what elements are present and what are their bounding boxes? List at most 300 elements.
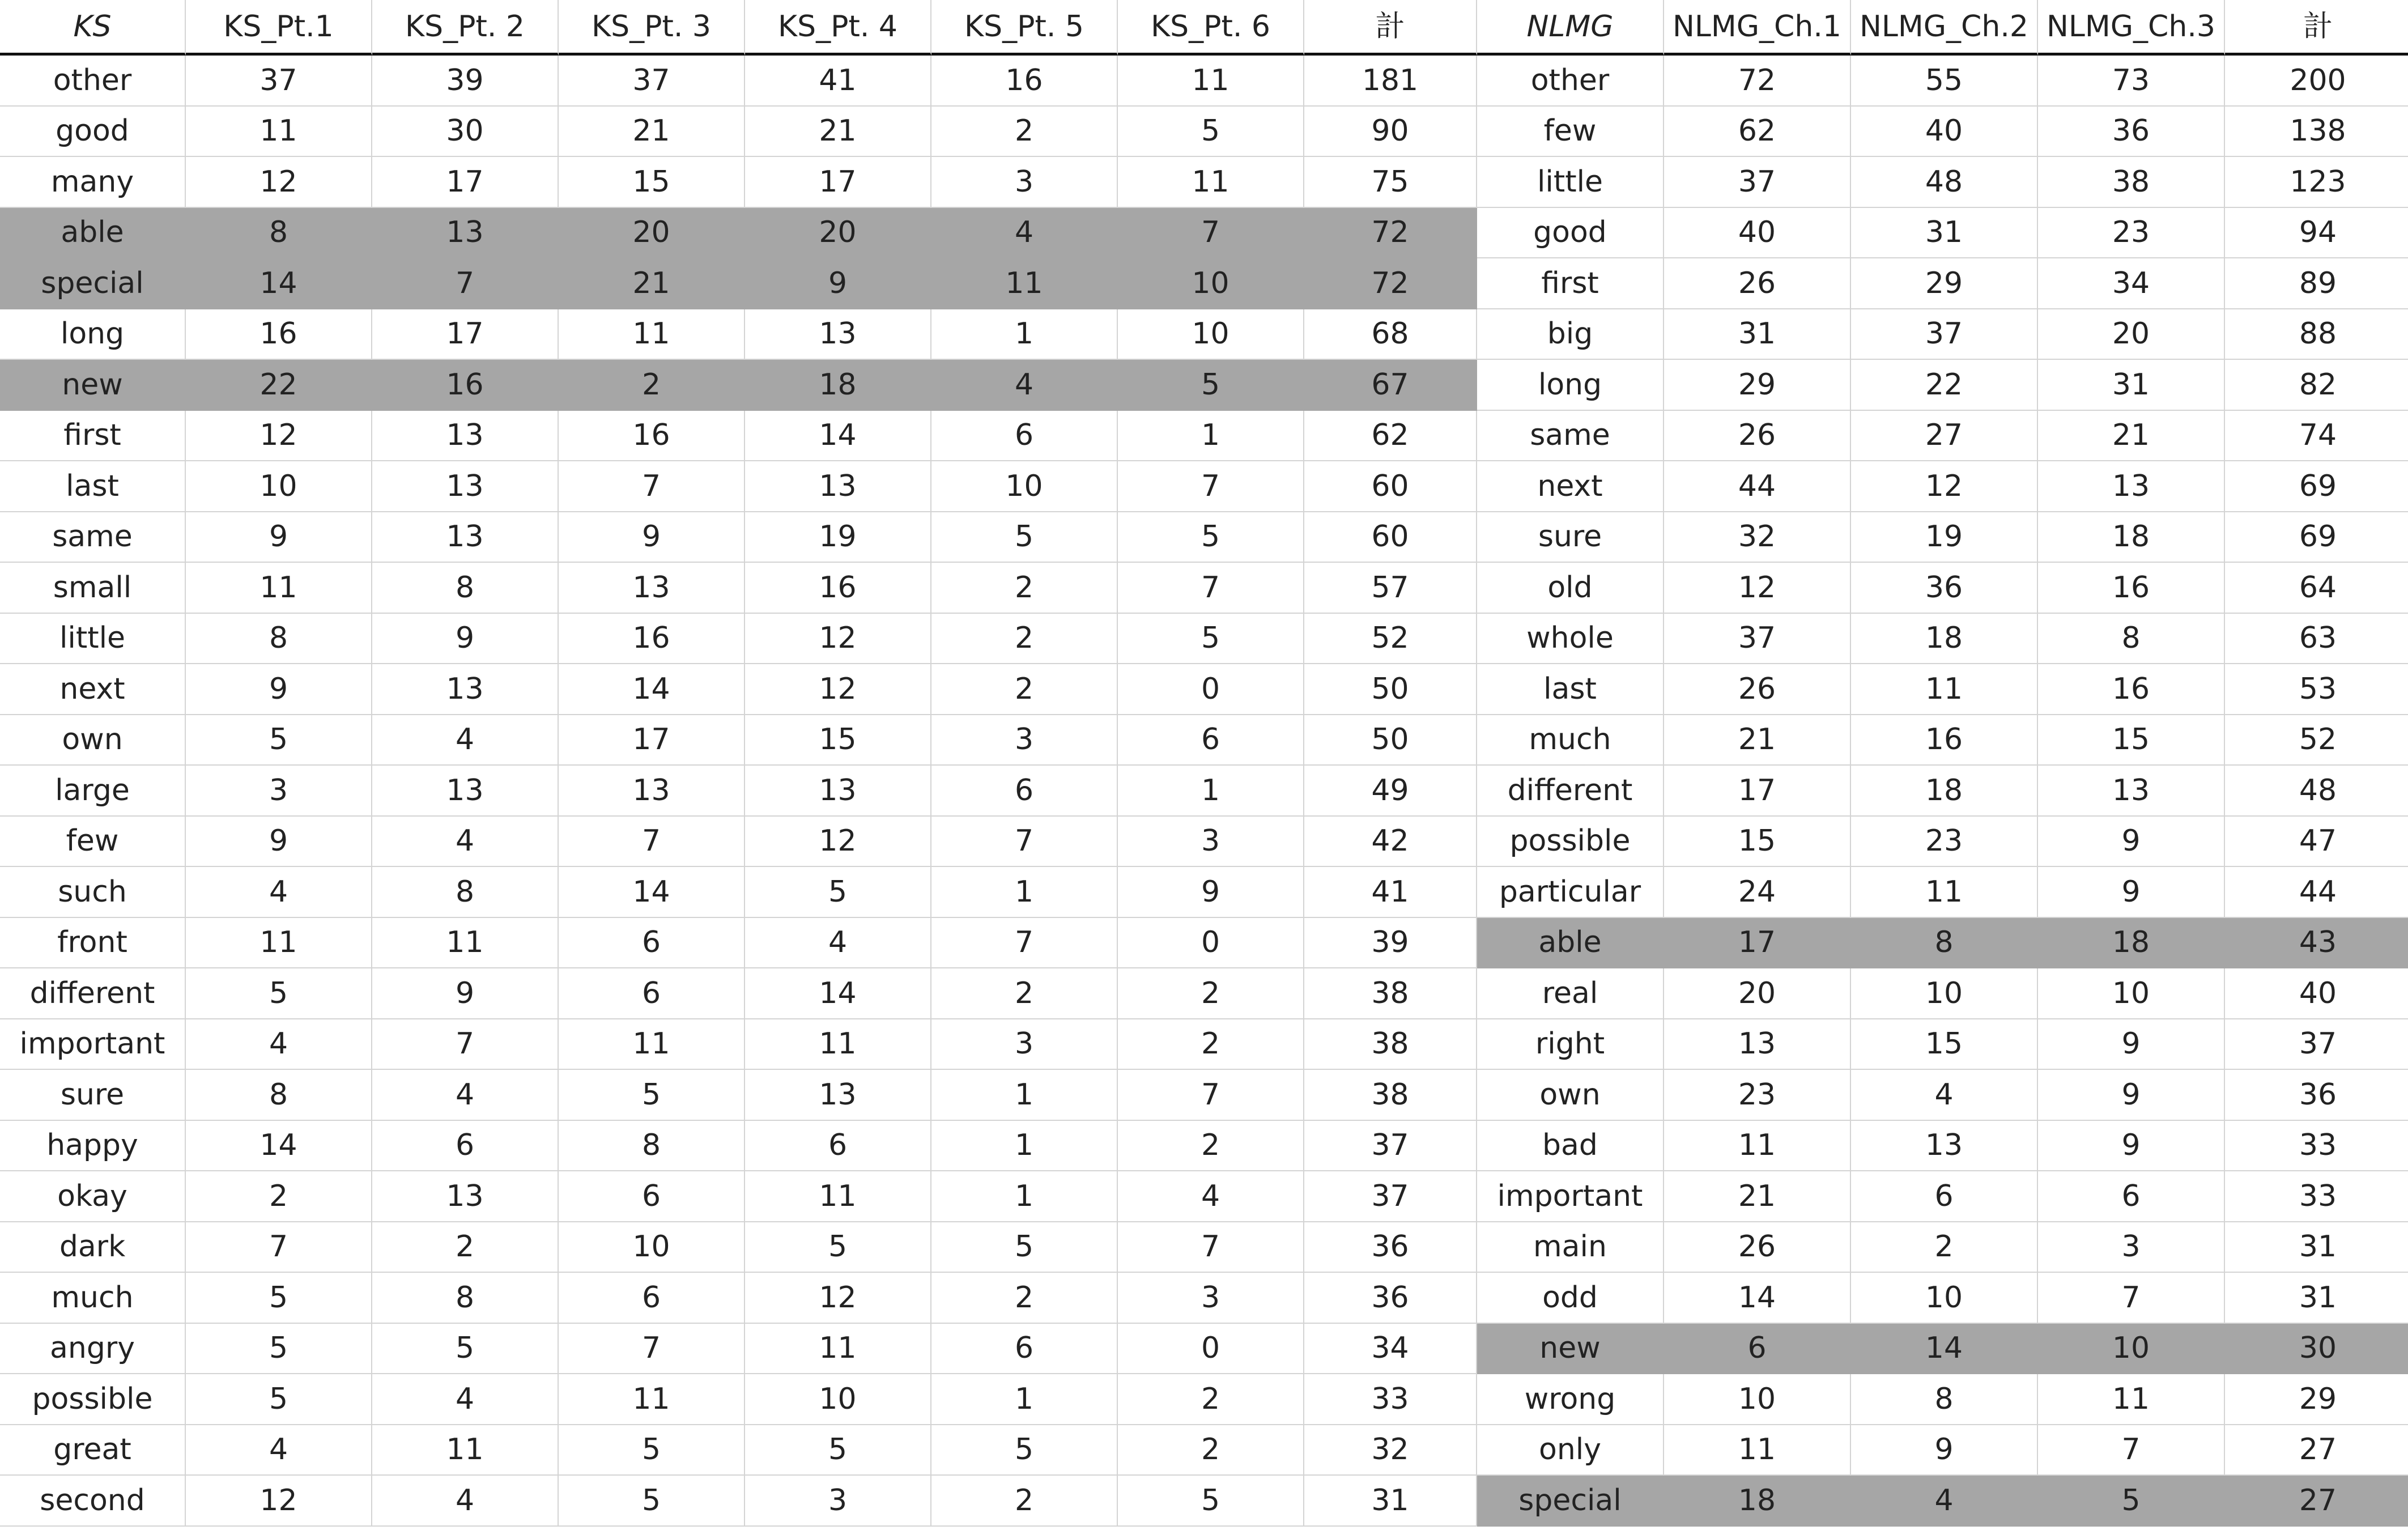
ks-count-cell[interactable]: 17 (372, 309, 559, 360)
nlmg-count-cell[interactable]: 17 (1664, 918, 1851, 969)
ks-word-cell[interactable]: dark (0, 1222, 186, 1273)
nlmg-count-cell[interactable]: 27 (2225, 1476, 2408, 1527)
nlmg-count-cell[interactable]: 9 (2038, 1070, 2225, 1121)
nlmg-word-cell[interactable]: main (1477, 1222, 1664, 1273)
ks-count-cell[interactable]: 4 (186, 1425, 372, 1476)
nlmg-count-cell[interactable]: 7 (2038, 1425, 2225, 1476)
nlmg-column-header[interactable]: 計 (2225, 0, 2408, 56)
ks-count-cell[interactable]: 4 (372, 1374, 559, 1425)
nlmg-word-cell[interactable]: same (1477, 411, 1664, 462)
ks-count-cell[interactable]: 11 (186, 563, 372, 614)
ks-word-cell[interactable]: good (0, 107, 186, 158)
ks-count-cell[interactable]: 10 (186, 461, 372, 512)
ks-count-cell[interactable]: 4 (372, 715, 559, 766)
nlmg-word-cell[interactable]: right (1477, 1019, 1664, 1070)
nlmg-word-cell[interactable]: own (1477, 1070, 1664, 1121)
ks-word-cell[interactable]: okay (0, 1171, 186, 1222)
ks-count-cell[interactable]: 38 (1304, 968, 1477, 1019)
ks-word-cell[interactable]: small (0, 563, 186, 614)
nlmg-word-cell[interactable]: few (1477, 107, 1664, 158)
nlmg-word-cell[interactable]: little (1477, 157, 1664, 208)
ks-count-cell[interactable]: 50 (1304, 664, 1477, 715)
ks-count-cell[interactable]: 9 (559, 512, 745, 563)
ks-count-cell[interactable]: 6 (745, 1121, 931, 1172)
ks-word-cell[interactable]: same (0, 512, 186, 563)
ks-count-cell[interactable]: 11 (931, 258, 1118, 309)
nlmg-word-cell[interactable]: wrong (1477, 1374, 1664, 1425)
ks-column-header[interactable]: KS_Pt. 2 (372, 0, 559, 56)
ks-count-cell[interactable]: 14 (745, 411, 931, 462)
nlmg-word-cell[interactable]: able (1477, 918, 1664, 969)
nlmg-count-cell[interactable]: 18 (1664, 1476, 1851, 1527)
nlmg-count-cell[interactable]: 27 (2225, 1425, 2408, 1476)
ks-count-cell[interactable]: 62 (1304, 411, 1477, 462)
ks-count-cell[interactable]: 12 (186, 411, 372, 462)
ks-word-cell[interactable]: other (0, 56, 186, 107)
ks-count-cell[interactable]: 7 (1118, 1222, 1304, 1273)
ks-count-cell[interactable]: 181 (1304, 56, 1477, 107)
ks-count-cell[interactable]: 16 (931, 56, 1118, 107)
ks-word-cell[interactable]: few (0, 817, 186, 868)
ks-count-cell[interactable]: 8 (186, 614, 372, 665)
ks-count-cell[interactable]: 4 (1118, 1171, 1304, 1222)
ks-word-cell[interactable]: front (0, 918, 186, 969)
ks-count-cell[interactable]: 11 (559, 309, 745, 360)
ks-count-cell[interactable]: 0 (1118, 1324, 1304, 1375)
ks-count-cell[interactable]: 2 (1118, 1374, 1304, 1425)
nlmg-count-cell[interactable]: 10 (1664, 1374, 1851, 1425)
ks-count-cell[interactable]: 49 (1304, 766, 1477, 817)
nlmg-count-cell[interactable]: 52 (2225, 715, 2408, 766)
nlmg-count-cell[interactable]: 16 (2038, 563, 2225, 614)
ks-count-cell[interactable]: 7 (1118, 208, 1304, 259)
ks-count-cell[interactable]: 5 (1118, 512, 1304, 563)
nlmg-count-cell[interactable]: 7 (2038, 1273, 2225, 1324)
nlmg-count-cell[interactable]: 40 (1664, 208, 1851, 259)
ks-count-cell[interactable]: 12 (745, 614, 931, 665)
nlmg-count-cell[interactable]: 38 (2038, 157, 2225, 208)
ks-count-cell[interactable]: 8 (186, 1070, 372, 1121)
nlmg-count-cell[interactable]: 9 (1851, 1425, 2038, 1476)
ks-count-cell[interactable]: 1 (931, 1171, 1118, 1222)
nlmg-word-cell[interactable]: important (1477, 1171, 1664, 1222)
ks-count-cell[interactable]: 10 (559, 1222, 745, 1273)
ks-count-cell[interactable]: 11 (1118, 56, 1304, 107)
ks-count-cell[interactable]: 4 (186, 1019, 372, 1070)
ks-count-cell[interactable]: 5 (745, 867, 931, 918)
ks-column-header[interactable]: KS_Pt. 3 (559, 0, 745, 56)
ks-count-cell[interactable]: 11 (186, 918, 372, 969)
ks-count-cell[interactable]: 41 (1304, 867, 1477, 918)
ks-count-cell[interactable]: 13 (745, 309, 931, 360)
nlmg-count-cell[interactable]: 13 (1664, 1019, 1851, 1070)
ks-count-cell[interactable]: 1 (1118, 766, 1304, 817)
ks-count-cell[interactable]: 1 (931, 309, 1118, 360)
nlmg-word-cell[interactable]: old (1477, 563, 1664, 614)
nlmg-word-cell[interactable]: sure (1477, 512, 1664, 563)
ks-count-cell[interactable]: 4 (745, 918, 931, 969)
ks-count-cell[interactable]: 5 (186, 1273, 372, 1324)
ks-count-cell[interactable]: 7 (931, 918, 1118, 969)
ks-count-cell[interactable]: 1 (1118, 411, 1304, 462)
ks-count-cell[interactable]: 2 (931, 563, 1118, 614)
ks-count-cell[interactable]: 2 (1118, 968, 1304, 1019)
ks-count-cell[interactable]: 7 (372, 258, 559, 309)
ks-count-cell[interactable]: 14 (559, 664, 745, 715)
nlmg-word-cell[interactable]: whole (1477, 614, 1664, 665)
nlmg-count-cell[interactable]: 5 (2038, 1476, 2225, 1527)
ks-count-cell[interactable]: 21 (559, 258, 745, 309)
nlmg-word-cell[interactable]: first (1477, 258, 1664, 309)
ks-count-cell[interactable]: 7 (559, 817, 745, 868)
ks-count-cell[interactable]: 2 (931, 664, 1118, 715)
ks-count-cell[interactable]: 5 (745, 1222, 931, 1273)
ks-count-cell[interactable]: 6 (559, 1273, 745, 1324)
ks-word-cell[interactable]: special (0, 258, 186, 309)
nlmg-count-cell[interactable]: 15 (2038, 715, 2225, 766)
ks-count-cell[interactable]: 57 (1304, 563, 1477, 614)
nlmg-count-cell[interactable]: 11 (1851, 867, 2038, 918)
ks-count-cell[interactable]: 7 (372, 1019, 559, 1070)
ks-count-cell[interactable]: 2 (931, 968, 1118, 1019)
ks-count-cell[interactable]: 5 (1118, 360, 1304, 411)
nlmg-word-cell[interactable]: only (1477, 1425, 1664, 1476)
ks-count-cell[interactable]: 16 (559, 614, 745, 665)
ks-count-cell[interactable]: 9 (186, 664, 372, 715)
ks-word-cell[interactable]: great (0, 1425, 186, 1476)
nlmg-count-cell[interactable]: 8 (2038, 614, 2225, 665)
ks-word-cell[interactable]: second (0, 1476, 186, 1527)
nlmg-count-cell[interactable]: 9 (2038, 817, 2225, 868)
nlmg-count-cell[interactable]: 43 (2225, 918, 2408, 969)
nlmg-count-cell[interactable]: 21 (2038, 411, 2225, 462)
ks-count-cell[interactable]: 42 (1304, 817, 1477, 868)
ks-count-cell[interactable]: 1 (931, 1070, 1118, 1121)
ks-word-cell[interactable]: different (0, 968, 186, 1019)
nlmg-count-cell[interactable]: 13 (1851, 1121, 2038, 1172)
ks-count-cell[interactable]: 6 (559, 968, 745, 1019)
ks-count-cell[interactable]: 17 (559, 715, 745, 766)
nlmg-count-cell[interactable]: 6 (2038, 1171, 2225, 1222)
ks-count-cell[interactable]: 31 (1304, 1476, 1477, 1527)
nlmg-count-cell[interactable]: 17 (1664, 766, 1851, 817)
ks-count-cell[interactable]: 16 (372, 360, 559, 411)
ks-count-cell[interactable]: 18 (745, 360, 931, 411)
nlmg-count-cell[interactable]: 10 (1851, 968, 2038, 1019)
ks-word-cell[interactable]: own (0, 715, 186, 766)
nlmg-count-cell[interactable]: 44 (2225, 867, 2408, 918)
nlmg-word-cell[interactable]: odd (1477, 1273, 1664, 1324)
nlmg-count-cell[interactable]: 6 (1851, 1171, 2038, 1222)
ks-count-cell[interactable]: 13 (372, 664, 559, 715)
ks-count-cell[interactable]: 50 (1304, 715, 1477, 766)
ks-count-cell[interactable]: 34 (1304, 1324, 1477, 1375)
nlmg-count-cell[interactable]: 89 (2225, 258, 2408, 309)
ks-count-cell[interactable]: 5 (186, 1324, 372, 1375)
nlmg-count-cell[interactable]: 31 (2038, 360, 2225, 411)
ks-count-cell[interactable]: 4 (372, 1070, 559, 1121)
nlmg-count-cell[interactable]: 26 (1664, 258, 1851, 309)
nlmg-count-cell[interactable]: 18 (2038, 918, 2225, 969)
nlmg-count-cell[interactable]: 6 (1664, 1324, 1851, 1375)
ks-word-cell[interactable]: last (0, 461, 186, 512)
nlmg-count-cell[interactable]: 27 (1851, 411, 2038, 462)
nlmg-count-cell[interactable]: 15 (1664, 817, 1851, 868)
ks-count-cell[interactable]: 2 (931, 107, 1118, 158)
ks-corner-header[interactable]: KS (0, 0, 186, 56)
ks-column-header[interactable]: KS_Pt. 4 (745, 0, 931, 56)
ks-count-cell[interactable]: 3 (931, 1019, 1118, 1070)
ks-count-cell[interactable]: 4 (186, 867, 372, 918)
ks-count-cell[interactable]: 12 (745, 1273, 931, 1324)
nlmg-count-cell[interactable]: 13 (2038, 461, 2225, 512)
ks-count-cell[interactable]: 14 (559, 867, 745, 918)
ks-count-cell[interactable]: 14 (745, 968, 931, 1019)
ks-count-cell[interactable]: 9 (372, 614, 559, 665)
nlmg-count-cell[interactable]: 31 (1851, 208, 2038, 259)
ks-count-cell[interactable]: 67 (1304, 360, 1477, 411)
nlmg-count-cell[interactable]: 4 (1851, 1070, 2038, 1121)
nlmg-word-cell[interactable]: much (1477, 715, 1664, 766)
ks-count-cell[interactable]: 17 (745, 157, 931, 208)
ks-count-cell[interactable]: 12 (186, 157, 372, 208)
ks-count-cell[interactable]: 37 (1304, 1171, 1477, 1222)
nlmg-word-cell[interactable]: bad (1477, 1121, 1664, 1172)
ks-count-cell[interactable]: 6 (931, 411, 1118, 462)
nlmg-count-cell[interactable]: 10 (2038, 1324, 2225, 1375)
nlmg-count-cell[interactable]: 37 (1664, 614, 1851, 665)
ks-count-cell[interactable]: 8 (559, 1121, 745, 1172)
ks-word-cell[interactable]: able (0, 208, 186, 259)
ks-count-cell[interactable]: 1 (931, 867, 1118, 918)
ks-count-cell[interactable]: 13 (372, 461, 559, 512)
ks-count-cell[interactable]: 8 (186, 208, 372, 259)
nlmg-count-cell[interactable]: 26 (1664, 664, 1851, 715)
ks-count-cell[interactable]: 7 (1118, 563, 1304, 614)
ks-count-cell[interactable]: 12 (186, 1476, 372, 1527)
ks-count-cell[interactable]: 72 (1304, 258, 1477, 309)
ks-count-cell[interactable]: 16 (559, 411, 745, 462)
ks-count-cell[interactable]: 60 (1304, 461, 1477, 512)
ks-count-cell[interactable]: 3 (931, 157, 1118, 208)
nlmg-count-cell[interactable]: 12 (1664, 563, 1851, 614)
ks-count-cell[interactable]: 60 (1304, 512, 1477, 563)
nlmg-count-cell[interactable]: 36 (2038, 107, 2225, 158)
nlmg-count-cell[interactable]: 13 (2038, 766, 2225, 817)
ks-count-cell[interactable]: 0 (1118, 664, 1304, 715)
ks-count-cell[interactable]: 13 (559, 766, 745, 817)
nlmg-word-cell[interactable]: new (1477, 1324, 1664, 1375)
nlmg-count-cell[interactable]: 10 (2038, 968, 2225, 1019)
nlmg-count-cell[interactable]: 26 (1664, 1222, 1851, 1273)
ks-count-cell[interactable]: 11 (372, 918, 559, 969)
nlmg-column-header[interactable]: NLMG_Ch.3 (2038, 0, 2225, 56)
ks-count-cell[interactable]: 38 (1304, 1070, 1477, 1121)
nlmg-word-cell[interactable]: other (1477, 56, 1664, 107)
nlmg-count-cell[interactable]: 138 (2225, 107, 2408, 158)
ks-count-cell[interactable]: 16 (186, 309, 372, 360)
ks-word-cell[interactable]: large (0, 766, 186, 817)
nlmg-count-cell[interactable]: 14 (1851, 1324, 2038, 1375)
ks-count-cell[interactable]: 8 (372, 1273, 559, 1324)
ks-count-cell[interactable]: 36 (1304, 1222, 1477, 1273)
ks-word-cell[interactable]: much (0, 1273, 186, 1324)
ks-count-cell[interactable]: 10 (1118, 258, 1304, 309)
nlmg-count-cell[interactable]: 37 (1664, 157, 1851, 208)
nlmg-count-cell[interactable]: 29 (1664, 360, 1851, 411)
ks-count-cell[interactable]: 4 (372, 817, 559, 868)
ks-count-cell[interactable]: 13 (559, 563, 745, 614)
nlmg-count-cell[interactable]: 8 (1851, 1374, 2038, 1425)
ks-count-cell[interactable]: 6 (372, 1121, 559, 1172)
nlmg-word-cell[interactable]: special (1477, 1476, 1664, 1527)
nlmg-count-cell[interactable]: 40 (2225, 968, 2408, 1019)
ks-count-cell[interactable]: 32 (1304, 1425, 1477, 1476)
ks-count-cell[interactable]: 41 (745, 56, 931, 107)
ks-count-cell[interactable]: 7 (186, 1222, 372, 1273)
ks-count-cell[interactable]: 9 (1118, 867, 1304, 918)
nlmg-count-cell[interactable]: 2 (1851, 1222, 2038, 1273)
nlmg-word-cell[interactable]: different (1477, 766, 1664, 817)
ks-word-cell[interactable]: many (0, 157, 186, 208)
ks-count-cell[interactable]: 13 (745, 461, 931, 512)
nlmg-count-cell[interactable]: 72 (1664, 56, 1851, 107)
ks-count-cell[interactable]: 22 (186, 360, 372, 411)
nlmg-count-cell[interactable]: 11 (1664, 1121, 1851, 1172)
nlmg-count-cell[interactable]: 37 (1851, 309, 2038, 360)
nlmg-count-cell[interactable]: 37 (2225, 1019, 2408, 1070)
ks-count-cell[interactable]: 3 (1118, 817, 1304, 868)
nlmg-count-cell[interactable]: 200 (2225, 56, 2408, 107)
ks-count-cell[interactable]: 4 (931, 360, 1118, 411)
ks-count-cell[interactable]: 36 (1304, 1273, 1477, 1324)
ks-count-cell[interactable]: 11 (745, 1171, 931, 1222)
ks-count-cell[interactable]: 6 (931, 1324, 1118, 1375)
ks-column-header[interactable]: 計 (1304, 0, 1477, 56)
ks-count-cell[interactable]: 2 (931, 1476, 1118, 1527)
nlmg-word-cell[interactable]: real (1477, 968, 1664, 1019)
ks-count-cell[interactable]: 2 (559, 360, 745, 411)
ks-count-cell[interactable]: 30 (372, 107, 559, 158)
nlmg-count-cell[interactable]: 82 (2225, 360, 2408, 411)
ks-count-cell[interactable]: 52 (1304, 614, 1477, 665)
nlmg-count-cell[interactable]: 69 (2225, 461, 2408, 512)
ks-count-cell[interactable]: 10 (745, 1374, 931, 1425)
ks-count-cell[interactable]: 15 (745, 715, 931, 766)
nlmg-count-cell[interactable]: 24 (1664, 867, 1851, 918)
ks-word-cell[interactable]: important (0, 1019, 186, 1070)
nlmg-count-cell[interactable]: 9 (2038, 1121, 2225, 1172)
ks-word-cell[interactable]: sure (0, 1070, 186, 1121)
nlmg-count-cell[interactable]: 47 (2225, 817, 2408, 868)
ks-count-cell[interactable]: 3 (186, 766, 372, 817)
ks-count-cell[interactable]: 13 (372, 411, 559, 462)
ks-count-cell[interactable]: 9 (186, 817, 372, 868)
ks-count-cell[interactable]: 8 (372, 867, 559, 918)
ks-count-cell[interactable]: 3 (931, 715, 1118, 766)
ks-count-cell[interactable]: 6 (559, 1171, 745, 1222)
nlmg-count-cell[interactable]: 32 (1664, 512, 1851, 563)
nlmg-count-cell[interactable]: 10 (1851, 1273, 2038, 1324)
ks-count-cell[interactable]: 5 (1118, 1476, 1304, 1527)
ks-count-cell[interactable]: 14 (186, 1121, 372, 1172)
nlmg-count-cell[interactable]: 21 (1664, 1171, 1851, 1222)
nlmg-count-cell[interactable]: 73 (2038, 56, 2225, 107)
nlmg-count-cell[interactable]: 48 (1851, 157, 2038, 208)
ks-count-cell[interactable]: 20 (745, 208, 931, 259)
ks-count-cell[interactable]: 75 (1304, 157, 1477, 208)
ks-word-cell[interactable]: first (0, 411, 186, 462)
ks-count-cell[interactable]: 10 (931, 461, 1118, 512)
ks-count-cell[interactable]: 9 (372, 968, 559, 1019)
nlmg-count-cell[interactable]: 36 (1851, 563, 2038, 614)
nlmg-word-cell[interactable]: last (1477, 664, 1664, 715)
ks-count-cell[interactable]: 5 (559, 1476, 745, 1527)
ks-count-cell[interactable]: 2 (931, 614, 1118, 665)
nlmg-word-cell[interactable]: big (1477, 309, 1664, 360)
nlmg-count-cell[interactable]: 4 (1851, 1476, 2038, 1527)
nlmg-count-cell[interactable]: 18 (2038, 512, 2225, 563)
ks-word-cell[interactable]: angry (0, 1324, 186, 1375)
ks-word-cell[interactable]: possible (0, 1374, 186, 1425)
nlmg-count-cell[interactable]: 30 (2225, 1324, 2408, 1375)
ks-word-cell[interactable]: happy (0, 1121, 186, 1172)
ks-count-cell[interactable]: 0 (1118, 918, 1304, 969)
ks-count-cell[interactable]: 2 (186, 1171, 372, 1222)
ks-count-cell[interactable]: 11 (372, 1425, 559, 1476)
nlmg-count-cell[interactable]: 9 (2038, 867, 2225, 918)
nlmg-count-cell[interactable]: 62 (1664, 107, 1851, 158)
ks-count-cell[interactable]: 39 (1304, 918, 1477, 969)
ks-count-cell[interactable]: 3 (1118, 1273, 1304, 1324)
ks-count-cell[interactable]: 5 (745, 1425, 931, 1476)
ks-count-cell[interactable]: 2 (372, 1222, 559, 1273)
nlmg-count-cell[interactable]: 18 (1851, 766, 2038, 817)
nlmg-word-cell[interactable]: possible (1477, 817, 1664, 868)
nlmg-count-cell[interactable]: 19 (1851, 512, 2038, 563)
nlmg-corner-header[interactable]: NLMG (1477, 0, 1664, 56)
ks-count-cell[interactable]: 14 (186, 258, 372, 309)
ks-count-cell[interactable]: 5 (931, 1222, 1118, 1273)
nlmg-count-cell[interactable]: 8 (1851, 918, 2038, 969)
nlmg-count-cell[interactable]: 20 (2038, 309, 2225, 360)
ks-count-cell[interactable]: 21 (559, 107, 745, 158)
ks-count-cell[interactable]: 9 (186, 512, 372, 563)
ks-count-cell[interactable]: 5 (372, 1324, 559, 1375)
nlmg-count-cell[interactable]: 44 (1664, 461, 1851, 512)
nlmg-count-cell[interactable]: 29 (1851, 258, 2038, 309)
nlmg-count-cell[interactable]: 16 (1851, 715, 2038, 766)
nlmg-count-cell[interactable]: 14 (1664, 1273, 1851, 1324)
nlmg-count-cell[interactable]: 94 (2225, 208, 2408, 259)
ks-count-cell[interactable]: 2 (1118, 1121, 1304, 1172)
nlmg-count-cell[interactable]: 21 (1664, 715, 1851, 766)
ks-count-cell[interactable]: 5 (931, 1425, 1118, 1476)
ks-column-header[interactable]: KS_Pt. 5 (931, 0, 1118, 56)
ks-count-cell[interactable]: 4 (931, 208, 1118, 259)
ks-count-cell[interactable]: 11 (1118, 157, 1304, 208)
ks-count-cell[interactable]: 39 (372, 56, 559, 107)
ks-count-cell[interactable]: 13 (372, 512, 559, 563)
nlmg-count-cell[interactable]: 31 (2225, 1273, 2408, 1324)
ks-count-cell[interactable]: 68 (1304, 309, 1477, 360)
ks-count-cell[interactable]: 8 (372, 563, 559, 614)
ks-count-cell[interactable]: 7 (559, 1324, 745, 1375)
nlmg-count-cell[interactable]: 12 (1851, 461, 2038, 512)
ks-count-cell[interactable]: 15 (559, 157, 745, 208)
ks-count-cell[interactable]: 37 (1304, 1121, 1477, 1172)
ks-count-cell[interactable]: 13 (372, 1171, 559, 1222)
